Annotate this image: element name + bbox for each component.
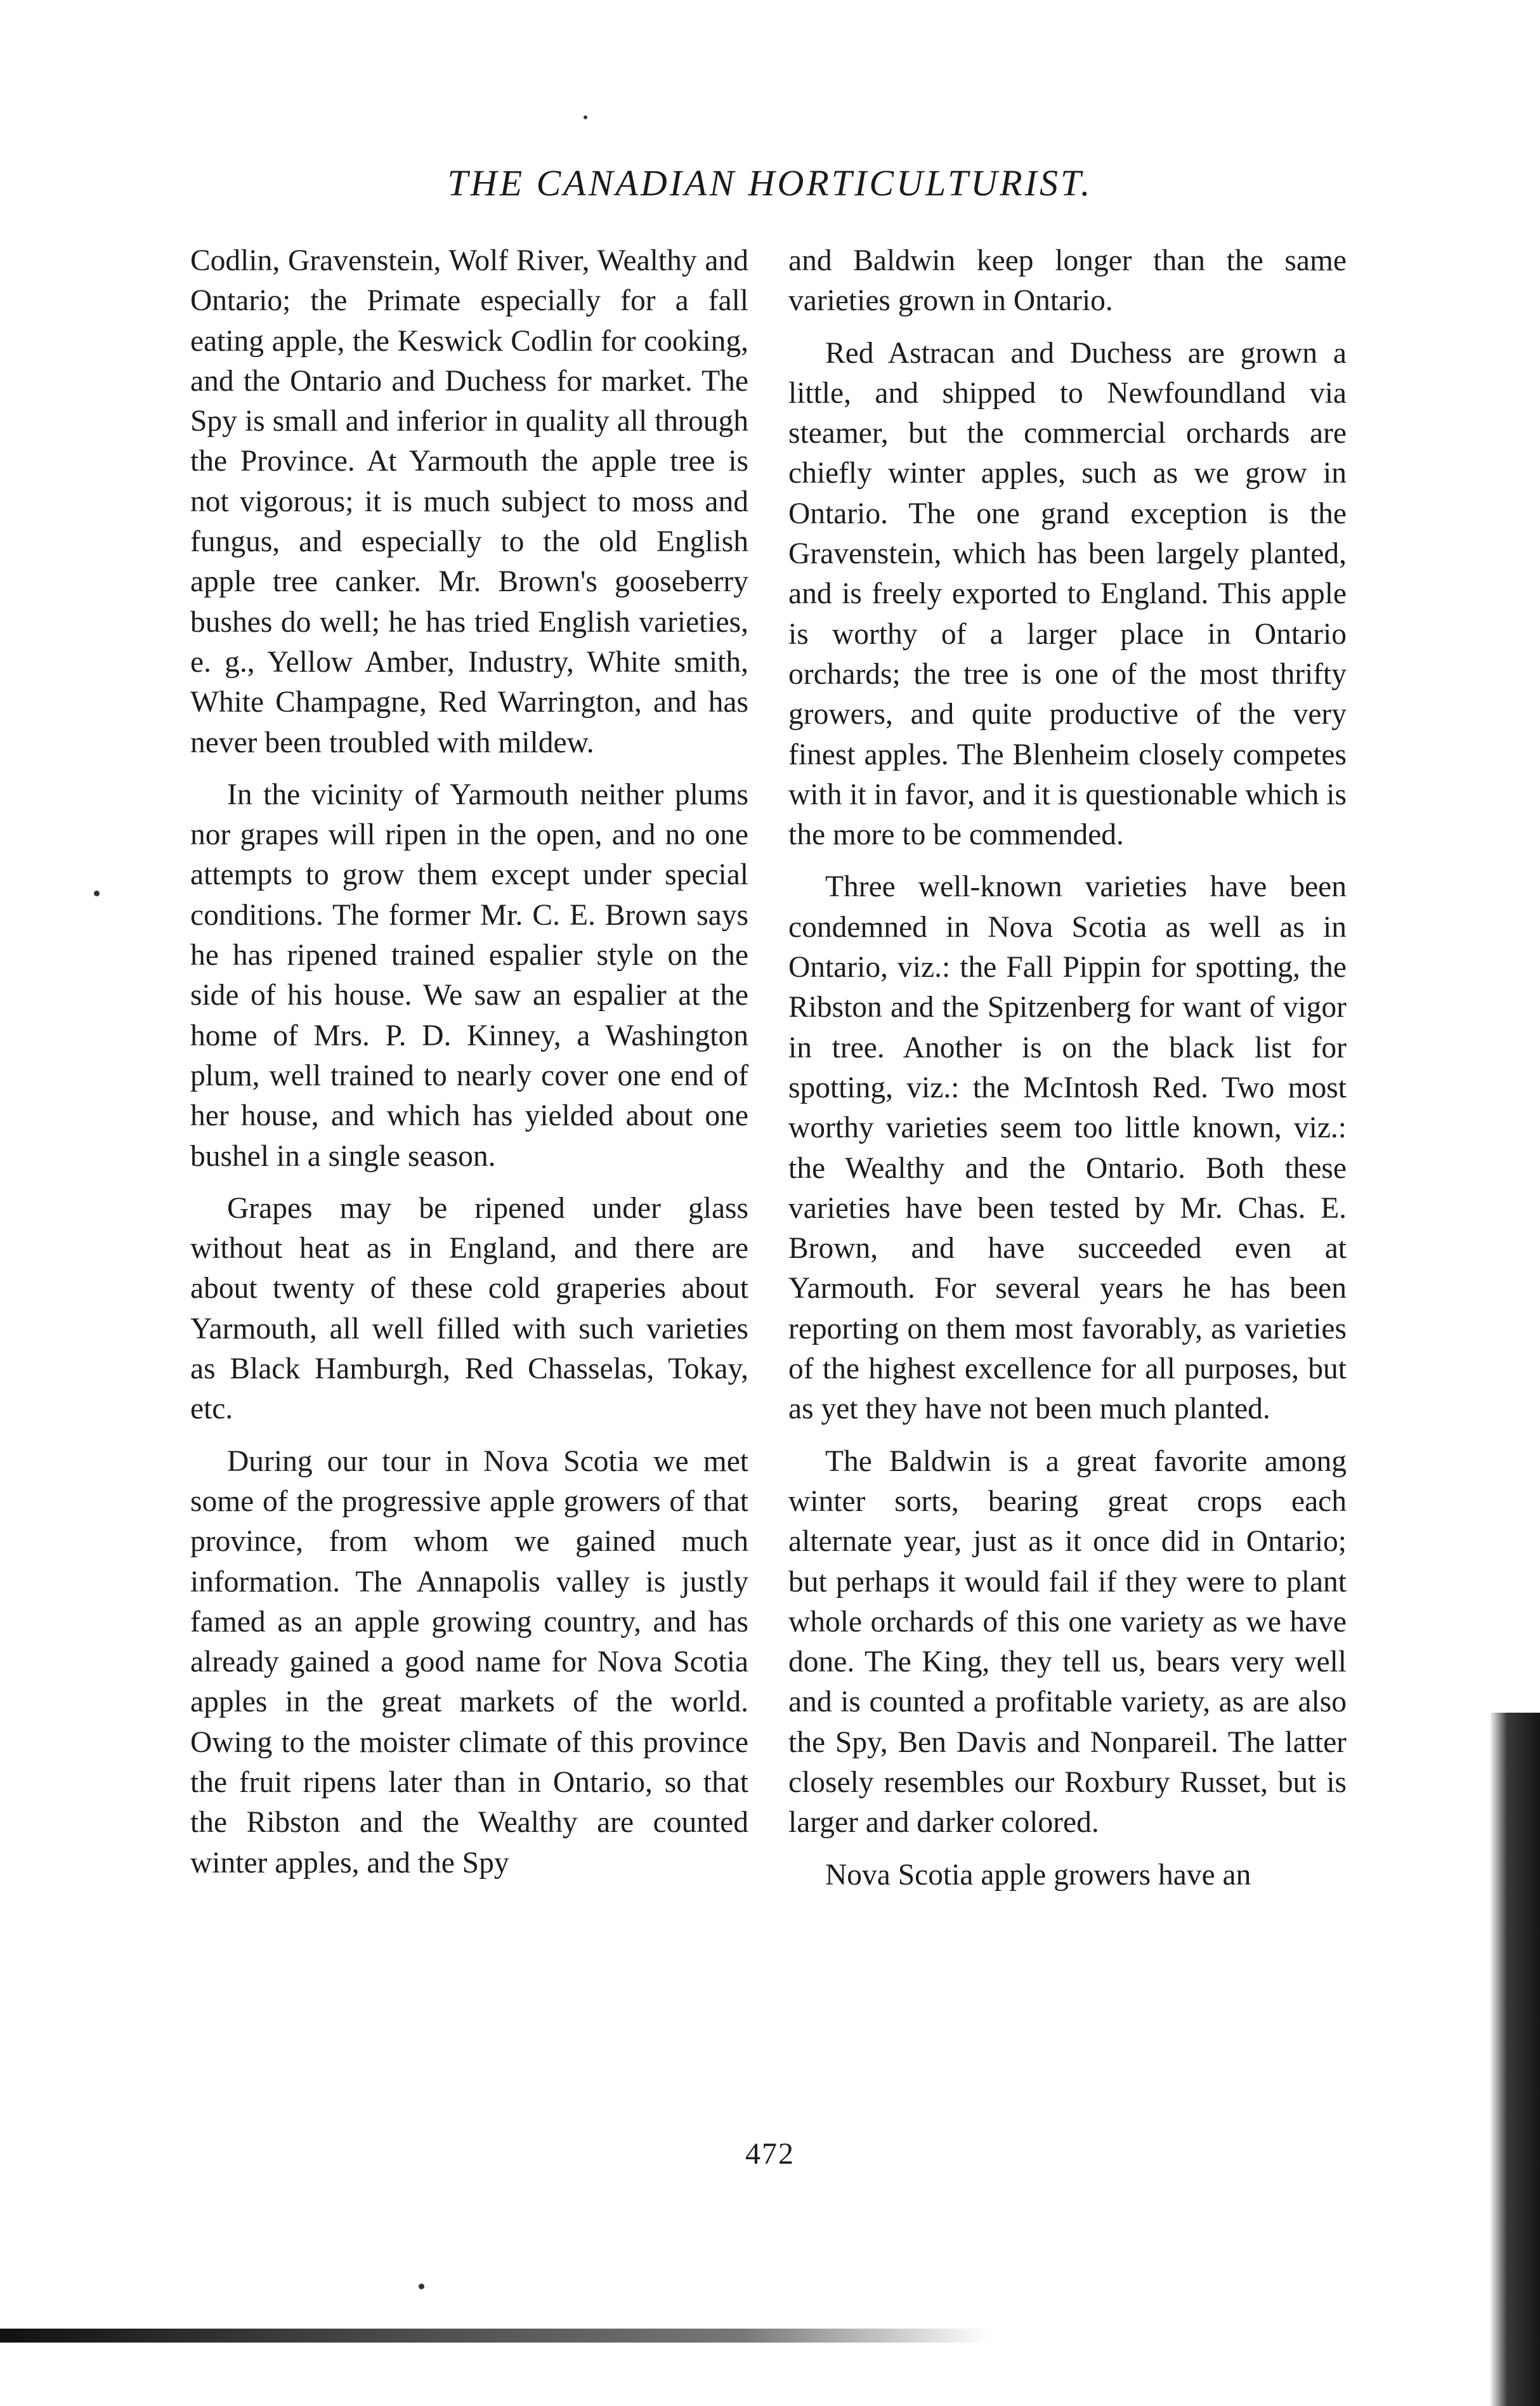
paragraph: Nova Scotia apple growers have an xyxy=(825,1858,1251,1892)
scan-bottom-rule xyxy=(0,2329,989,2343)
scan-speck xyxy=(419,2284,424,2289)
paragraph: Grapes may be ripened under glass without heat as in England, and there are about twenty of these cold graperies about Yarmouth, all well filled with such varieties as Black Hamburgh, Red Chasselas, Tokay, etc. xyxy=(190,1191,748,1426)
paragraph: Three well-known varieties have been condemned in Nova Scotia as well as in Ontario, viz.: the Fall Pippin for spotting, the Ribston and the Spitzenberg for want of vigor in tree. Another is on the black list for spotting, viz.: the McIntosh Red. Two most worthy varieties seem too little known, viz.: the Wealthy and the Ontario. Both these varieties have been tested by Mr. Chas. E. Brown, and have succeeded even at Yarmouth. For several years he has been reporting on them most favorably, as varieties of the highest excellence for all purposes, but as yet they have not been much planted. xyxy=(788,870,1347,1426)
scan-speck xyxy=(94,891,100,896)
scan-edge-shadow xyxy=(1489,1713,1540,2406)
paragraph: and Baldwin keep longer than the same varieties grown in Ontario. xyxy=(788,244,1347,318)
left-column xyxy=(190,241,748,1895)
paragraph: In the vicinity of Yarmouth neither plums nor grapes will ripen in the open, and no one attempts to grow them except under special conditions. The former Mr. C. E. Brown says he has ripened trained espalier style on the side of his house. We saw an espalier at the home of Mrs. P. D. Kinney, a Washington plum, well trained to nearly cover one end of her house, and which has yielded about one bushel in a single season. xyxy=(190,778,748,1173)
right-column xyxy=(788,241,1347,1907)
paragraph: Red Astracan and Duchess are grown a little, and shipped to Newfoundland via steamer, but the commercial orchards are chiefly winter apples, such as we grow in Ontario. The one grand exception is the Gravenstein, which has been largely planted, and is freely exported to England. This apple is worthy of a larger place in Ontario orchards; the tree is one of the most thrifty growers, and quite productive of the very finest apples. The Blenheim closely competes with it in favor, and it is questionable which is the more to be commended. xyxy=(788,336,1347,852)
paragraph: During our tour in Nova Scotia we met some of the progressive apple growers of that province, from whom we gained much information. The Annapolis valley is justly famed as an apple growing country, and has already gained a good name for Nova Scotia apples in the great markets of the world. Owing to the moister climate of this province the fruit ripens later than in Ontario, so that the Ribston and the Wealthy are counted winter apples, and the Spy xyxy=(190,1444,748,1880)
paragraph: Codlin, Gravenstein, Wolf River, Wealthy and Ontario; the Primate especially for a fall eating apple, the Keswick Codlin for cooking, and the Ontario and Duchess for market. The Spy is small and inferior in quality all through the Province. At Yarmouth the apple tree is not vigorous; it is much subject to moss and fungus, and especially to the old English apple tree canker. Mr. Brown's gooseberry bushes do well; he has tried English varieties, e. g., Yellow Amber, Industry, White smith, White Champagne, Red Warrington, and has never been troubled with mildew. xyxy=(190,244,748,759)
page-number: 472 xyxy=(745,2137,795,2171)
paragraph: The Baldwin is a great favorite among winter sorts, bearing great crops each alternate year, just as it once did in Ontario; but perhaps it would fail if they were to plant whole orchards of this one variety as we have done. The King, they tell us, bears very well and is counted a profitable variety, as are also the Spy, Ben Davis and Nonpareil. The latter closely resembles our Roxbury Russet, but is larger and darker colored. xyxy=(788,1444,1347,1840)
scan-speck xyxy=(584,115,587,119)
running-head-title: THE CANADIAN HORTICULTURIST. xyxy=(447,162,1093,204)
